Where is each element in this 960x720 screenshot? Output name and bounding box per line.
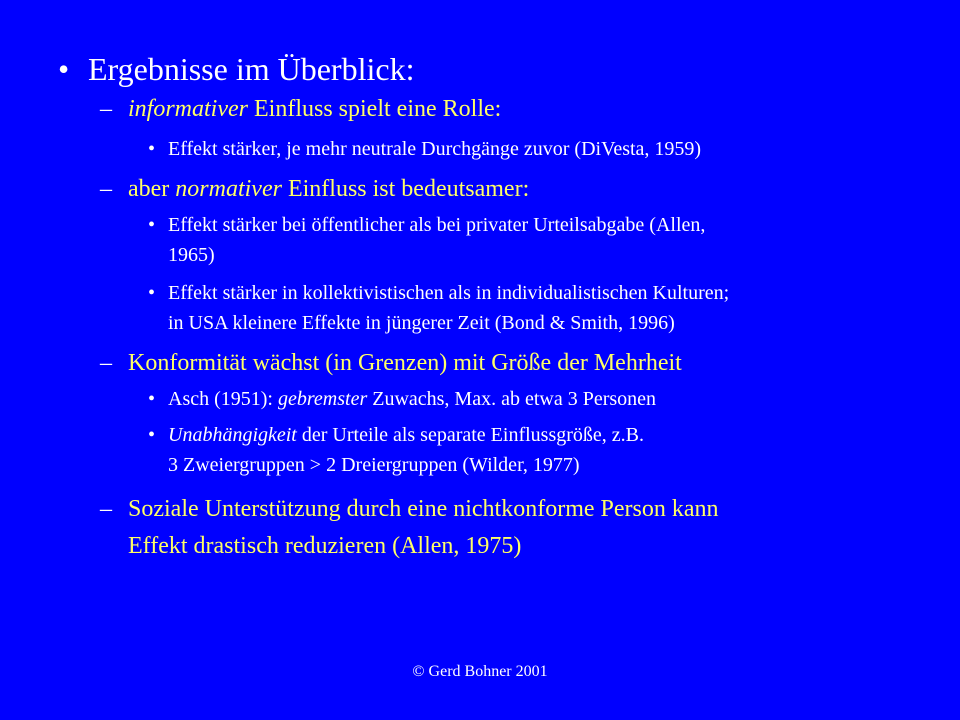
sub-item-divesta: Effekt stärker, je mehr neutrale Durchgänge zuvor (DiVesta, 1959) [168, 138, 702, 160]
sub-item-allen-line1: Effekt stärker bei öffentlicher als bei privater Urteilsabgabe (Allen, [168, 214, 706, 236]
sub-item-allen-line2: 1965) [168, 244, 215, 266]
item-informative [128, 96, 501, 123]
sub-item-asch-rest: Zuwachs, Max. ab etwa 3 Personen [367, 388, 657, 410]
sub-bullet: • [148, 424, 156, 446]
slide-heading: Ergebnisse im Überblick: [88, 51, 415, 87]
sub-item-asch-italic: gebremster [277, 388, 368, 410]
sub-item-cultures-line2: in USA kleinere Effekte in jüngerer Zeit (Bond & Smith, 1996) [168, 312, 675, 334]
item-support-line2: Effekt drastisch reduzieren (Allen, 1975) [128, 533, 522, 559]
main-bullet: • [58, 51, 70, 87]
item-informative-italic: informativer [128, 96, 248, 122]
sub-item-independence [168, 424, 644, 447]
sub-item-independence-rest: der Urteile als separate Einflussgröße, z.B. [296, 424, 644, 446]
dash-bullet: – [100, 96, 112, 122]
item-normative-italic: normativer [175, 176, 282, 202]
sub-bullet: • [148, 138, 156, 160]
item-support-line1: Soziale Unterstützung durch eine nichtkonforme Person kann [128, 496, 719, 522]
item-conformity: Konformität wächst (in Grenzen) mit Größe der Mehrheit [128, 350, 682, 376]
sub-item-independence-italic: Unabhängigkeit [168, 424, 297, 446]
item-normative [128, 176, 529, 203]
footer-copyright: © Gerd Bohner 2001 [412, 663, 548, 680]
sub-item-independence-line2: 3 Zweiergruppen > 2 Dreiergruppen (Wilder, 1977) [168, 454, 580, 476]
sub-bullet: • [148, 388, 156, 410]
sub-item-cultures-line1: Effekt stärker in kollektivistischen als in individualistischen Kulturen; [168, 282, 730, 304]
dash-bullet: – [100, 496, 112, 522]
sub-bullet: • [148, 214, 156, 236]
sub-item-asch-pre: Asch (1951): [168, 388, 278, 410]
item-informative-rest: Einfluss spielt eine Rolle: [248, 96, 502, 122]
item-normative-rest: Einfluss ist bedeutsamer: [281, 176, 530, 202]
sub-item-asch [168, 388, 656, 411]
dash-bullet: – [100, 350, 112, 376]
sub-bullet: • [148, 282, 156, 304]
item-normative-pre: aber [128, 176, 176, 202]
dash-bullet: – [100, 176, 112, 202]
